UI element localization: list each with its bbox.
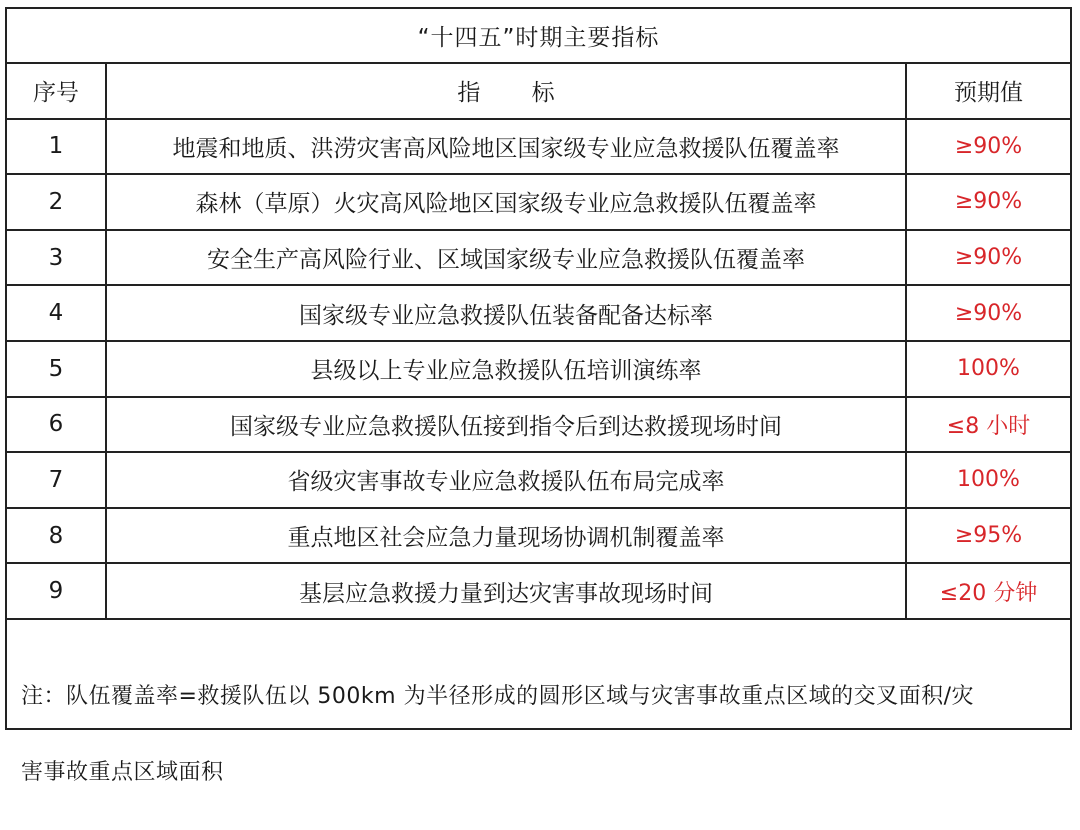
row-expected-value: 100% [957,356,1020,382]
header-indicator: 指 标 [107,64,907,118]
row-expected-value: ≤20 分钟 [939,580,1038,606]
table-row [7,509,1070,565]
row-expected-value: ≥90% [954,189,1023,215]
row-indicator: 省级灾害事故专业应急救援队伍布局完成率 [107,453,907,507]
row-serial-number: 8 [7,509,107,563]
table-footnote [7,620,1070,830]
footnote-line-2: 害事故重点区域面积 [21,760,224,785]
table-header-row [7,64,1070,120]
row-serial-number: 7 [7,453,107,507]
row-expected-value: ≥95% [954,523,1023,549]
table-grid [7,64,1070,620]
table-row [7,286,1070,342]
row-indicator: 地震和地质、洪涝灾害高风险地区国家级专业应急救援队伍覆盖率 [107,120,907,174]
row-indicator: 森林（草原）火灾高风险地区国家级专业应急救援队伍覆盖率 [107,175,907,229]
table-row [7,342,1070,398]
row-indicator: 安全生产高风险行业、区域国家级专业应急救援队伍覆盖率 [107,231,907,285]
header-serial-number: 序号 [7,64,107,118]
footnote-line-1: 注：队伍覆盖率=救援队伍以 500km 为半径形成的圆形区域与灾害事故重点区域的交叉面积/灾 [21,684,974,709]
row-serial-number: 5 [7,342,107,396]
row-serial-number: 2 [7,175,107,229]
row-indicator: 县级以上专业应急救援队伍培训演练率 [107,342,907,396]
row-indicator: 国家级专业应急救援队伍接到指令后到达救援现场时间 [107,398,907,452]
row-serial-number: 4 [7,286,107,340]
row-indicator: 基层应急救援力量到达灾害事故现场时间 [107,564,907,618]
row-serial-number: 6 [7,398,107,452]
row-expected-value: 100% [957,467,1020,493]
table-row [7,453,1070,509]
table-row [7,120,1070,176]
table-row [7,231,1070,287]
indicators-table [5,7,1072,785]
row-expected-value: ≥90% [954,133,1023,159]
row-expected-value: ≤8 小时 [946,413,1031,439]
table-row [7,398,1070,454]
row-indicator: 重点地区社会应急力量现场协调机制覆盖率 [107,509,907,563]
row-expected-value: ≥90% [954,300,1023,326]
table-row [7,564,1070,620]
row-serial-number: 9 [7,564,107,618]
header-expected-value: 预期值 [954,80,1023,107]
row-serial-number: 3 [7,231,107,285]
row-expected-value: ≥90% [954,245,1023,271]
table-row [7,175,1070,231]
row-indicator: 国家级专业应急救援队伍装备配备达标率 [107,286,907,340]
table-title: “十四五”时期主要指标 [7,9,1070,64]
row-serial-number: 1 [7,120,107,174]
